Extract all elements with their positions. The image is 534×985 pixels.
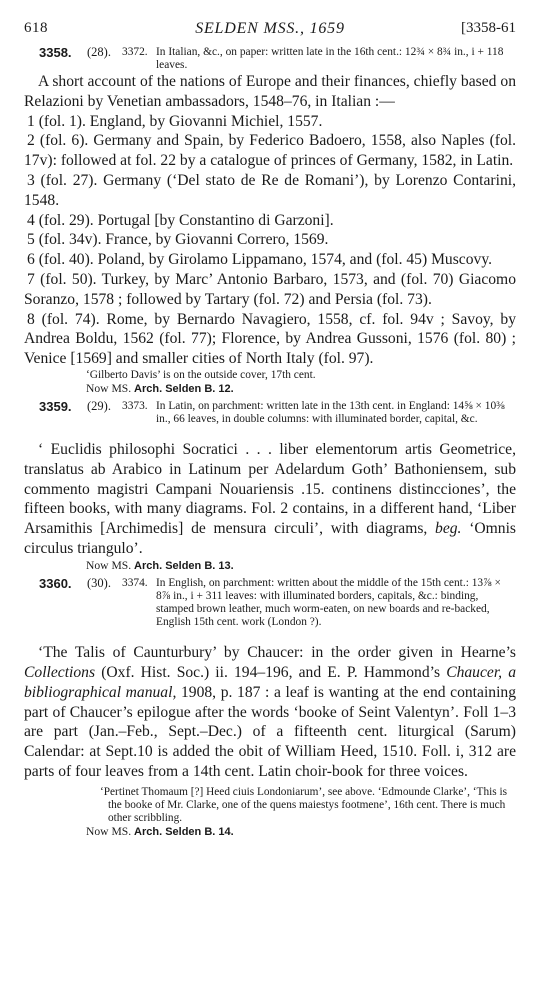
provenance-note: ‘Gilberto Davis’ is on the outside cover, 17th cent. <box>86 368 316 381</box>
entry-3358-heading <box>24 46 516 72</box>
entry-3359-text: ‘ Euclidis philosophi Socratici . . . liber elementorum artis Geometrice, translatus ab Arabico in Latinum per Adelardum Goth’ Bathoniensem, sub commento magistri Campani Nouariensis .15. continens distincciones’, the fifteen books, with many diagrams. Fol. 2 contains, in a different hand, ‘Liber Arsamithis [Archimedis] de mensura circuli’, with diagrams, beg. ‘Omnis circulus triangulo’. <box>24 440 516 557</box>
current-shelfmark: Now MS. Arch. Selden B. 13. <box>86 558 234 572</box>
current-shelfmark: Now MS. Arch. Selden B. 12. <box>86 382 234 396</box>
entry-number: 3360. <box>39 576 72 592</box>
content-item: 8 (fol. 74). Rome, by Bernardo Navagiero, 1558, cf. fol. 94v ; Savoy, by Andrea Boldu, 1562 (fol. 77); Florence, by Andrea Gussoni, 1576 (fol. 80) ; Venice [1569] and smaller cities of North Italy (fol. 97). <box>24 310 516 368</box>
running-header <box>24 20 516 44</box>
alt-number: (29). <box>87 398 111 413</box>
entry-3360-text: ‘The Talis of Caunturbury’ by Chaucer: in the order given in Hearne’s Collections (Oxf. Hist. Soc.) ii. 194–196, and E. P. Hammond’s Chaucer, a bibliographical manual, 1908, p. 187 : a leaf is wanting at the end containing part of Chaucer’s epilogue after the words ‘booke of Seint Valentyn’. Foll 1–3 are part (Jan.–Feb., Sept.–Dec.) of a fifteenth cent. liturgical (Sarum) Calendar: at Sept.10 is added the obit of William Heed, 1510. Foll. i, 312 are parts of four leaves from a 14th cent. Latin choir-book for three voices. <box>24 644 516 781</box>
shelf-number: 3372. <box>122 46 148 58</box>
current-shelfmark: Now MS. Arch. Selden B. 14. <box>86 825 234 839</box>
shelf-number: 3373. <box>122 399 148 412</box>
content-item: 4 (fol. 29). Portugal [by Constantino di Garzoni]. <box>27 211 334 229</box>
content-item: 6 (fol. 40). Poland, by Girolamo Lippamano, 1574, and (fol. 45) Muscovy. <box>27 251 492 269</box>
provenance-note: ‘Pertinet Thomaum [?] Heed ciuis Londoniarum’, see above. ‘Edmounde Clarke’, ‘This is the booke of Mr. Clarke, one of the quens maiestys footmene’, 16th cent. There is much other scribbling. <box>100 785 507 825</box>
physical-description: In English, on parchment: written about the middle of the 15th cent.: 13⅞ × 8⅞ in., i + 311 leaves: with illuminated borders, capitals, &c.: binding, stamped brown leather, much worm-eaten, on new boards and re-backed, English 15th cent. work (London ?). <box>156 577 501 629</box>
page <box>24 20 516 840</box>
content-item: 3 (fol. 27). Germany (‘Del stato de Re de Romani’), by Lorenzo Contarini, 1548. <box>24 171 516 209</box>
alt-number: (30). <box>87 576 111 591</box>
content-item: 1 (fol. 1). England, by Giovanni Michiel, 1557. <box>27 112 323 130</box>
entry-number: 3358. <box>39 45 72 60</box>
physical-description: In Latin, on parchment: written late in the 13th cent. in England: 14⅝ × 10⅜ in., 66 leaves, in double columns: with illuminated border, capital, &c. <box>156 399 505 425</box>
content-item: 7 (fol. 50). Turkey, by Marc’ Antonio Barbaro, 1573, and (fol. 70) Giacomo Soranzo, 1578 ; followed by Tartary (fol. 72) and Persia (fol. 73). <box>24 270 516 308</box>
content-item: 2 (fol. 6). Germany and Spain, by Federico Badoero, 1558, also Naples (fol. 17v): followed at fol. 22 by a catalogue of princes of Germany, 1582, in Latin. <box>24 132 516 170</box>
entry-3358-intro: A short account of the nations of Europe and their finances, chiefly based on Relazioni by Venetian ambassadors, 1548–76, in Italian :— <box>24 73 516 110</box>
shelf-number: 3374. <box>122 577 148 590</box>
entry-3359-heading <box>24 400 516 440</box>
page-number: 618 <box>24 20 48 36</box>
entry-3360-heading <box>24 577 516 643</box>
entry-number: 3359. <box>39 398 72 414</box>
alt-number: (28). <box>87 45 111 59</box>
content-item: 5 (fol. 34v). France, by Giovanni Correro, 1569. <box>27 231 329 249</box>
running-title: SELDEN MSS., 1659 <box>195 20 345 37</box>
physical-description: In Italian, &c., on paper: written late in the 16th cent.: 12¾ × 8¾ in., i + 118 leaves. <box>156 46 504 71</box>
entry-range: [3358-61 <box>461 20 516 36</box>
